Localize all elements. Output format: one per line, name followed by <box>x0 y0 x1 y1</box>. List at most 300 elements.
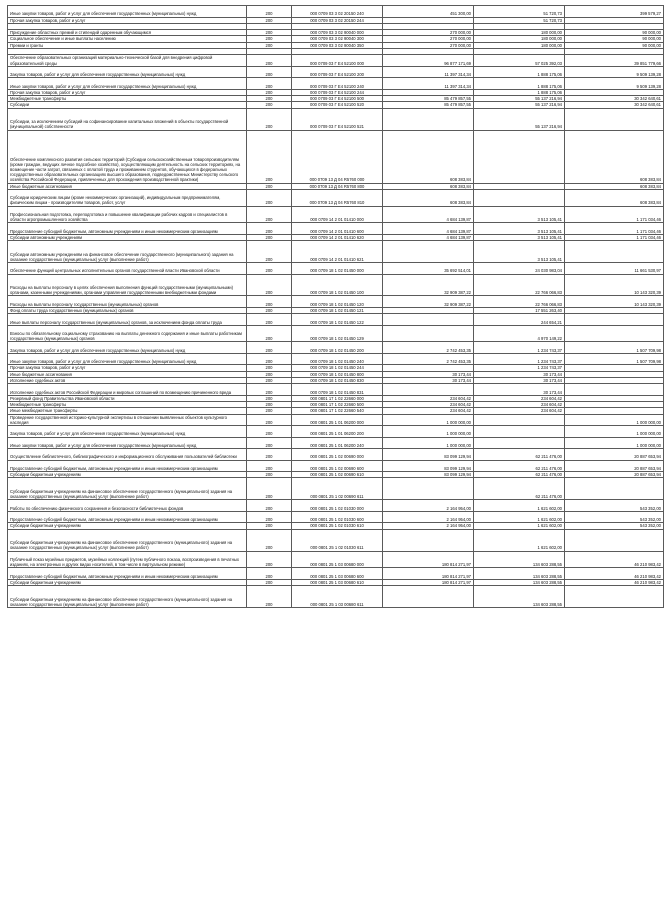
row-executed-cell: 3 513 105,41 <box>474 206 565 223</box>
row-admin-code-cell: 200 <box>247 307 292 313</box>
row-budget-code-cell: 000 0709 03 Г Е4 52100 240 <box>292 78 383 90</box>
row-budget-code-cell: 000 0709 14 2 01 01410 621 <box>292 241 383 263</box>
table-row <box>8 66 664 78</box>
row-executed-cell: 4 970 149,22 <box>474 325 565 342</box>
row-name-cell: Предоставление субсидий бюджетным, автономным учреждениям и иным некоммерческим организациям <box>8 460 247 472</box>
row-approved-cell: 608 383,84 <box>383 183 474 189</box>
row-approved-cell: 451 300,00 <box>383 6 474 18</box>
row-remaining-cell: 543 352,00 <box>565 523 664 529</box>
row-remaining-cell: 30 342 640,61 <box>565 96 664 102</box>
row-name-cell: Субсидии автономным учреждениям на финансовое обеспечение государственного (муниципального) задания на оказание государственных (муниципальных) услуг (выполнение работ) <box>8 241 247 263</box>
table-row <box>8 478 664 500</box>
row-admin-code-cell: 200 <box>247 66 292 78</box>
row-approved-cell: 234 604,42 <box>383 408 474 414</box>
row-executed-cell <box>474 130 565 183</box>
row-approved-cell: 4 684 139,87 <box>383 206 474 223</box>
row-approved-cell <box>383 325 474 342</box>
row-remaining-cell: 399 579,27 <box>565 6 664 18</box>
row-budget-code-cell: 000 0801 25 1 03 00680 611 <box>292 586 383 608</box>
row-remaining-cell <box>565 314 664 326</box>
row-remaining-cell: 9 509 139,28 <box>565 78 664 90</box>
row-budget-code-cell: 000 0709 18 1 02 01450 200 <box>292 342 383 354</box>
row-approved-cell: 180 814 271,97 <box>383 568 474 580</box>
row-admin-code-cell: 200 <box>247 189 292 206</box>
row-name-cell: Предоставление субсидий бюджетным, автономным учреждениям и иным некоммерческим организациям <box>8 568 247 580</box>
row-budget-code-cell: 000 0709 03 Г Е4 52100 500 <box>292 96 383 102</box>
row-executed-cell: 24 030 983,04 <box>474 263 565 275</box>
row-name-cell: Субсидии автономным учреждениям <box>8 234 247 240</box>
row-executed-cell: 51 720,73 <box>474 6 565 18</box>
row-executed-cell: 30 173,44 <box>474 384 565 396</box>
row-admin-code-cell: 200 <box>247 529 292 551</box>
row-admin-code-cell: 200 <box>247 472 292 478</box>
row-budget-code-cell: 000 0709 03 Г Е4 52100 000 <box>292 55 383 67</box>
row-budget-code-cell: 000 0801 25 1 02 00690 611 <box>292 478 383 500</box>
row-admin-code-cell: 200 <box>247 408 292 414</box>
row-name-cell: Прочая закупка товаров, работ и услуг <box>8 17 247 23</box>
row-executed-cell: 55 137 216,94 <box>474 108 565 130</box>
row-remaining-cell: 1 171 034,46 <box>565 223 664 235</box>
row-executed-cell: 180 000,00 <box>474 30 565 36</box>
row-remaining-cell <box>565 586 664 608</box>
row-name-cell: Исполнение судебных актов Российской Федерации и мировых соглашений по возмещению причиненного вреда <box>8 384 247 396</box>
row-budget-code-cell: 000 0801 17 1 02 22660 000 <box>292 395 383 401</box>
row-approved-cell: 30 173,44 <box>383 377 474 383</box>
table-row <box>8 586 664 608</box>
row-remaining-cell: 1 000 000,00 <box>565 414 664 426</box>
row-approved-cell: 2 164 954,00 <box>383 511 474 523</box>
row-budget-code-cell: 000 0709 03 3 02 20150 244 <box>292 17 383 23</box>
row-approved-cell <box>383 529 474 551</box>
row-admin-code-cell: 200 <box>247 234 292 240</box>
row-remaining-cell: 9 509 139,28 <box>565 66 664 78</box>
row-approved-cell: 270 000,00 <box>383 42 474 48</box>
row-executed-cell: 1 621 602,00 <box>474 529 565 551</box>
row-remaining-cell <box>565 241 664 263</box>
row-approved-cell: 2 742 453,35 <box>383 342 474 354</box>
row-name-cell: Субсидии бюджетным учреждениям <box>8 579 247 585</box>
row-name-cell: Присуждение областных премий и стипендий одаренным обучающимся <box>8 30 247 36</box>
row-admin-code-cell: 200 <box>247 36 292 42</box>
row-executed-cell: 3 513 105,41 <box>474 223 565 235</box>
table-row <box>8 189 664 206</box>
row-executed-cell <box>474 414 565 426</box>
row-remaining-cell: 46 210 983,42 <box>565 551 664 568</box>
row-name-cell: Публичный показ музейных предметов, музейных коллекций (путем публичного показа, воспроизведения в печатных изданиях, на электронных и других видах носителей, в том числе в виртуальном режиме) <box>8 551 247 568</box>
row-admin-code-cell: 200 <box>247 371 292 377</box>
row-budget-code-cell: 000 0801 17 1 02 22660 500 <box>292 402 383 408</box>
row-executed-cell: 234 604,42 <box>474 395 565 401</box>
row-executed-cell: 234 604,42 <box>474 402 565 408</box>
row-budget-code-cell: 000 0709 18 1 02 01450 800 <box>292 371 383 377</box>
row-name-cell: Иные закупки товаров, работ и услуг для обеспечения государственных (муниципальных) нужд <box>8 6 247 18</box>
row-approved-cell <box>383 108 474 130</box>
row-approved-cell: 85 479 857,55 <box>383 96 474 102</box>
row-approved-cell: 32 909 387,22 <box>383 296 474 308</box>
row-executed-cell: 134 603 288,55 <box>474 586 565 608</box>
row-approved-cell: 234 604,42 <box>383 395 474 401</box>
row-executed-cell: 51 720,73 <box>474 17 565 23</box>
row-name-cell: Закупка товаров, работ и услуг для обеспечения государственных (муниципальных) нужд <box>8 342 247 354</box>
table-row <box>8 426 664 438</box>
row-name-cell: Субсидии юридическим лицам (кроме некоммерческих организаций), индивидуальным предпринимателям, физическим лицам - производителям товаров, работ, услуг <box>8 189 247 206</box>
row-executed-cell: 55 137 216,94 <box>474 96 565 102</box>
row-admin-code-cell: 200 <box>247 108 292 130</box>
row-budget-code-cell: 000 0709 03 Г Е4 52100 520 <box>292 102 383 108</box>
row-approved-cell: 180 814 271,97 <box>383 579 474 585</box>
row-approved-cell <box>383 384 474 396</box>
row-executed-cell: 62 211 476,00 <box>474 478 565 500</box>
table-row <box>8 449 664 461</box>
row-remaining-cell: 543 352,00 <box>565 511 664 523</box>
row-budget-code-cell: 000 0801 25 1 03 00680 000 <box>292 551 383 568</box>
row-executed-cell: 62 211 476,00 <box>474 472 565 478</box>
row-budget-code-cell: 000 0801 25 1 02 01030 611 <box>292 529 383 551</box>
row-admin-code-cell: 200 <box>247 500 292 512</box>
row-budget-code-cell: 000 0709 18 1 02 01450 244 <box>292 365 383 371</box>
row-executed-cell: 1 234 743,37 <box>474 365 565 371</box>
row-executed-cell: 57 025 392,03 <box>474 55 565 67</box>
table-row <box>8 78 664 90</box>
table-row <box>8 55 664 67</box>
row-remaining-cell: 1 507 709,98 <box>565 353 664 365</box>
table-row <box>8 206 664 223</box>
table-row <box>8 384 664 396</box>
table-row <box>8 130 664 183</box>
row-name-cell: Взносы по обязательному социальному страхованию на выплаты денежного содержания и иные выплаты работникам государственных (муниципальных) органов <box>8 325 247 342</box>
row-name-cell: Работы по обеспечению физического сохранения и безопасности библиотечных фондов <box>8 500 247 512</box>
row-executed-cell <box>474 189 565 206</box>
row-executed-cell: 30 173,44 <box>474 377 565 383</box>
row-name-cell: Премии и гранты <box>8 42 247 48</box>
row-admin-code-cell: 200 <box>247 96 292 102</box>
row-remaining-cell: 11 661 530,97 <box>565 263 664 275</box>
row-name-cell: Прочая закупка товаров, работ и услуг <box>8 365 247 371</box>
row-name-cell: Обеспечение функций центральных исполнительных органов государственной власти Ивановской области <box>8 263 247 275</box>
table-row <box>8 500 664 512</box>
row-budget-code-cell: 000 0801 25 1 01 06200 000 <box>292 414 383 426</box>
row-name-cell: Субсидии бюджетным учреждениям <box>8 472 247 478</box>
table-row <box>8 108 664 130</box>
row-budget-code-cell: 000 0709 18 1 02 01450 000 <box>292 263 383 275</box>
row-executed-cell: 1 621 602,00 <box>474 523 565 529</box>
row-executed-cell: 1 621 602,00 <box>474 500 565 512</box>
row-approved-cell <box>383 241 474 263</box>
row-name-cell: Иные закупки товаров, работ и услуг для обеспечения государственных (муниципальных) нужд <box>8 78 247 90</box>
row-executed-cell: 62 211 476,00 <box>474 449 565 461</box>
row-approved-cell: 83 099 129,94 <box>383 460 474 472</box>
row-name-cell: Иные межбюджетные трансферты <box>8 408 247 414</box>
row-admin-code-cell: 200 <box>247 478 292 500</box>
row-approved-cell: 1 000 000,00 <box>383 414 474 426</box>
row-admin-code-cell: 200 <box>247 314 292 326</box>
row-approved-cell: 11 397 314,34 <box>383 78 474 90</box>
row-name-cell: Субсидии бюджетным учреждениям на финансовое обеспечение государственного (муниципального) задания на оказание государственных (муниципальных) услуг (выполнение работ) <box>8 529 247 551</box>
row-remaining-cell: 1 507 709,98 <box>565 342 664 354</box>
row-budget-code-cell: 000 0801 25 1 01 06200 240 <box>292 437 383 449</box>
table-row <box>8 460 664 472</box>
row-approved-cell <box>383 314 474 326</box>
row-remaining-cell: 30 342 640,61 <box>565 102 664 108</box>
table-row <box>8 414 664 426</box>
row-executed-cell: 3 513 105,41 <box>474 241 565 263</box>
row-executed-cell <box>474 426 565 438</box>
row-budget-code-cell: 000 0709 14 2 01 01410 000 <box>292 206 383 223</box>
row-executed-cell: 62 211 476,00 <box>474 460 565 472</box>
row-name-cell: Социальное обеспечение и иные выплаты населению <box>8 36 247 42</box>
row-name-cell: Субсидии <box>8 102 247 108</box>
row-remaining-cell: 20 887 653,94 <box>565 472 664 478</box>
row-name-cell: Закупка товаров, работ и услуг для обеспечения государственных (муниципальных) нужд <box>8 426 247 438</box>
row-admin-code-cell: 200 <box>247 78 292 90</box>
row-approved-cell <box>383 478 474 500</box>
row-budget-code-cell: 000 0709 03 3 02 90040 300 <box>292 36 383 42</box>
row-admin-code-cell: 200 <box>247 414 292 426</box>
row-approved-cell: 83 099 129,94 <box>383 472 474 478</box>
table-row <box>8 551 664 568</box>
row-remaining-cell: 10 143 320,39 <box>565 274 664 296</box>
row-executed-cell: 134 603 288,55 <box>474 568 565 580</box>
row-admin-code-cell: 200 <box>247 523 292 529</box>
row-budget-code-cell: 000 0709 18 1 02 01450 240 <box>292 353 383 365</box>
budget-execution-sheet <box>7 5 661 608</box>
row-remaining-cell: 1 171 034,46 <box>565 206 664 223</box>
row-executed-cell: 1 888 175,06 <box>474 78 565 90</box>
row-approved-cell: 30 173,44 <box>383 371 474 377</box>
row-name-cell: Фонд оплаты труда государственных (муниципальных) органов <box>8 307 247 313</box>
row-admin-code-cell: 200 <box>247 102 292 108</box>
row-budget-code-cell: 000 0709 03 3 02 90040 000 <box>292 30 383 36</box>
row-admin-code-cell: 200 <box>247 384 292 396</box>
row-admin-code-cell: 200 <box>247 30 292 36</box>
row-executed-cell: 17 551 263,40 <box>474 307 565 313</box>
row-name-cell: Обеспечение комплексного развития сельских территорий (Субсидии сельскохозяйственным товаропроизводителям (кроме граждан, ведущих личное подсобное хозяйство), осуществляющим деятельность на сельских территориях, на возмещение части затрат, связанных с оплатой труда и проживанием студентов, обучающихся в федеральных государственных образовательных организациях высшего образования, подведомственных Министерству сельского хозяйства Российской Федерации, привлеченных для прохождения производственной практики) <box>8 130 247 183</box>
row-name-cell: Расходы на выплаты персоналу в целях обеспечения выполнения функций государственными (муниципальными) органами, казенными учреждениями, органами управления государственными внебюджетными фондами <box>8 274 247 296</box>
row-budget-code-cell: 000 0801 25 1 03 00680 610 <box>292 579 383 585</box>
row-admin-code-cell: 200 <box>247 6 292 18</box>
row-name-cell: Субсидии бюджетным учреждениям на финансовое обеспечение государственного (муниципального) задания на оказание государственных (муниципальных) услуг (выполнение работ) <box>8 478 247 500</box>
row-budget-code-cell: 000 0801 25 1 02 00690 610 <box>292 472 383 478</box>
row-approved-cell: 1 000 000,00 <box>383 437 474 449</box>
row-approved-cell: 2 164 954,00 <box>383 523 474 529</box>
row-executed-cell: 1 621 602,00 <box>474 511 565 523</box>
row-executed-cell: 134 603 288,55 <box>474 551 565 568</box>
table-row <box>8 437 664 449</box>
row-approved-cell: 608 383,84 <box>383 130 474 183</box>
row-executed-cell: 244 654,21 <box>474 314 565 326</box>
row-budget-code-cell: 000 0709 18 1 02 01450 122 <box>292 314 383 326</box>
row-approved-cell: 96 877 171,69 <box>383 55 474 67</box>
row-remaining-cell <box>565 384 664 396</box>
row-name-cell: Расходы на выплаты персоналу государственных (муниципальных) органов <box>8 296 247 308</box>
row-remaining-cell: 10 143 320,39 <box>565 296 664 308</box>
row-name-cell: Межбюджетные трансферты <box>8 96 247 102</box>
row-executed-cell: 1 888 175,06 <box>474 89 565 95</box>
row-budget-code-cell: 000 0709 18 1 02 01450 121 <box>292 307 383 313</box>
row-approved-cell: 83 099 129,94 <box>383 449 474 461</box>
row-approved-cell: 85 479 857,55 <box>383 102 474 108</box>
row-remaining-cell: 46 210 983,42 <box>565 579 664 585</box>
table-row <box>8 241 664 263</box>
row-remaining-cell <box>565 478 664 500</box>
row-executed-cell: 1 234 743,37 <box>474 353 565 365</box>
row-admin-code-cell: 200 <box>247 551 292 568</box>
row-approved-cell: 4 684 139,87 <box>383 234 474 240</box>
row-approved-cell <box>383 586 474 608</box>
row-admin-code-cell: 200 <box>247 395 292 401</box>
row-admin-code-cell: 200 <box>247 55 292 67</box>
table-row <box>8 6 664 18</box>
row-budget-code-cell: 000 0801 25 1 02 00690 000 <box>292 449 383 461</box>
row-name-cell: Иные выплаты персоналу государственных (муниципальных) органов, за исключением фонда оплаты труда <box>8 314 247 326</box>
row-executed-cell: 134 603 288,55 <box>474 579 565 585</box>
row-remaining-cell: 1 000 000,00 <box>565 426 664 438</box>
row-budget-code-cell: 000 0801 25 1 02 01030 600 <box>292 511 383 523</box>
row-admin-code-cell: 200 <box>247 365 292 371</box>
row-budget-code-cell: 000 0709 03 Г Е4 52100 521 <box>292 108 383 130</box>
row-budget-code-cell: 000 0801 25 1 02 01030 610 <box>292 523 383 529</box>
row-remaining-cell: 608 383,84 <box>565 189 664 206</box>
table-row <box>8 296 664 308</box>
row-remaining-cell: 608 383,84 <box>565 130 664 183</box>
row-name-cell: Предоставление субсидий бюджетным, автономным учреждениям и иным некоммерческим организациям <box>8 511 247 523</box>
row-admin-code-cell: 200 <box>247 42 292 48</box>
row-budget-code-cell: 000 0709 18 1 02 01450 120 <box>292 296 383 308</box>
row-executed-cell: 30 173,44 <box>474 371 565 377</box>
row-admin-code-cell: 200 <box>247 183 292 189</box>
row-name-cell: Обеспечение образовательных организаций материально-технической базой для внедрения цифровой образовательной среды <box>8 55 247 67</box>
row-approved-cell: 180 814 271,97 <box>383 551 474 568</box>
row-admin-code-cell: 200 <box>247 342 292 354</box>
row-approved-cell: 4 684 139,87 <box>383 223 474 235</box>
row-budget-code-cell: 000 0709 13 Д 04 R5760 800 <box>292 183 383 189</box>
row-name-cell: Осуществление библиотечного, библиографического и информационного обслуживания пользователей библиотеки <box>8 449 247 461</box>
row-approved-cell: 2 164 954,00 <box>383 500 474 512</box>
row-budget-code-cell: 000 0709 18 1 02 01450 831 <box>292 384 383 396</box>
row-remaining-cell: 39 851 779,66 <box>565 55 664 67</box>
row-admin-code-cell: 200 <box>247 579 292 585</box>
row-name-cell: Профессиональная подготовка, переподготовка и повышение квалификации рабочих кадров и специалистов в области агропромышленного хозяйства <box>8 206 247 223</box>
row-approved-cell: 11 397 314,34 <box>383 66 474 78</box>
row-admin-code-cell: 200 <box>247 437 292 449</box>
row-executed-cell: 22 766 066,83 <box>474 296 565 308</box>
row-admin-code-cell: 200 <box>247 325 292 342</box>
row-name-cell: Иные закупки товаров, работ и услуг для обеспечения государственных (муниципальных) нужд <box>8 437 247 449</box>
row-remaining-cell: 46 210 983,42 <box>565 568 664 580</box>
row-admin-code-cell: 200 <box>247 426 292 438</box>
row-executed-cell: 55 137 216,94 <box>474 102 565 108</box>
row-budget-code-cell: 000 0709 14 2 01 01410 620 <box>292 234 383 240</box>
row-remaining-cell: 90 000,00 <box>565 42 664 48</box>
row-budget-code-cell: 000 0709 13 Д 04 R5760 810 <box>292 189 383 206</box>
row-name-cell: Исполнение судебных актов <box>8 377 247 383</box>
row-admin-code-cell: 200 <box>247 263 292 275</box>
row-budget-code-cell: 000 0709 03 Г Е4 52100 244 <box>292 89 383 95</box>
row-name-cell: Межбюджетные трансферты <box>8 402 247 408</box>
row-approved-cell: 2 742 453,35 <box>383 353 474 365</box>
row-admin-code-cell: 200 <box>247 586 292 608</box>
row-name-cell: Предоставление субсидий бюджетным, автономным учреждениям и иным некоммерческим организациям <box>8 223 247 235</box>
row-name-cell: Иные бюджетные ассигнования <box>8 183 247 189</box>
row-admin-code-cell: 200 <box>247 223 292 235</box>
row-executed-cell: 22 766 066,83 <box>474 274 565 296</box>
row-remaining-cell: 20 887 653,94 <box>565 460 664 472</box>
row-budget-code-cell: 000 0709 03 Г Е4 52100 200 <box>292 66 383 78</box>
row-budget-code-cell: 000 0709 03 3 02 20150 240 <box>292 6 383 18</box>
table-row <box>8 274 664 296</box>
table-row <box>8 342 664 354</box>
row-approved-cell: 32 909 387,22 <box>383 274 474 296</box>
row-admin-code-cell: 200 <box>247 274 292 296</box>
row-admin-code-cell: 200 <box>247 460 292 472</box>
table-row <box>8 511 664 523</box>
row-approved-cell: 608 383,84 <box>383 189 474 206</box>
row-admin-code-cell: 200 <box>247 206 292 223</box>
table-row <box>8 223 664 235</box>
row-admin-code-cell: 200 <box>247 402 292 408</box>
row-name-cell: Иные закупки товаров, работ и услуг для обеспечения государственных (муниципальных) нужд <box>8 353 247 365</box>
row-budget-code-cell: 000 0801 25 1 03 00680 600 <box>292 568 383 580</box>
row-remaining-cell <box>565 108 664 130</box>
row-admin-code-cell: 200 <box>247 449 292 461</box>
row-remaining-cell <box>565 325 664 342</box>
row-executed-cell: 1 888 175,06 <box>474 66 565 78</box>
row-name-cell: Прочая закупка товаров, работ и услуг <box>8 89 247 95</box>
row-budget-code-cell: 000 0801 25 1 02 01030 000 <box>292 500 383 512</box>
row-remaining-cell: 1 171 034,46 <box>565 234 664 240</box>
row-remaining-cell: 90 000,00 <box>565 36 664 42</box>
row-approved-cell: 1 000 000,00 <box>383 426 474 438</box>
row-admin-code-cell: 200 <box>247 353 292 365</box>
table-row <box>8 314 664 326</box>
row-executed-cell: 180 000,00 <box>474 36 565 42</box>
row-admin-code-cell: 200 <box>247 511 292 523</box>
row-name-cell: Резервный фонд Правительства Ивановской области <box>8 395 247 401</box>
row-budget-code-cell: 000 0709 14 2 01 01410 600 <box>292 223 383 235</box>
row-remaining-cell <box>565 529 664 551</box>
row-remaining-cell: 20 887 653,94 <box>565 449 664 461</box>
row-admin-code-cell: 200 <box>247 568 292 580</box>
row-admin-code-cell: 200 <box>247 296 292 308</box>
row-name-cell: Субсидии, за исключением субсидий на софинансирование капитальных вложений в объекты государственной (муниципальной) собственности <box>8 108 247 130</box>
row-budget-code-cell: 000 0709 13 Д 04 R5760 000 <box>292 130 383 183</box>
row-approved-cell: 270 000,00 <box>383 36 474 42</box>
table-row <box>8 263 664 275</box>
table-row <box>8 325 664 342</box>
row-admin-code-cell: 200 <box>247 377 292 383</box>
row-approved-cell: 270 000,00 <box>383 30 474 36</box>
row-approved-cell: 35 692 514,01 <box>383 263 474 275</box>
row-admin-code-cell: 200 <box>247 89 292 95</box>
row-budget-code-cell: 000 0801 17 1 02 22660 540 <box>292 408 383 414</box>
row-admin-code-cell: 200 <box>247 130 292 183</box>
row-name-cell: Субсидии бюджетным учреждениям на финансовое обеспечение государственного (муниципального) задания на оказание государственных (муниципальных) услуг (выполнение работ) <box>8 586 247 608</box>
row-name-cell: Субсидии бюджетным учреждениям <box>8 523 247 529</box>
table-body <box>8 6 664 608</box>
row-budget-code-cell: 000 0801 25 1 02 00690 600 <box>292 460 383 472</box>
row-budget-code-cell: 000 0709 03 3 02 90040 350 <box>292 42 383 48</box>
row-name-cell: Проведение государственной историко-культурной экспертизы в отношении выявленных объектов культурного наследия <box>8 414 247 426</box>
row-admin-code-cell: 200 <box>247 17 292 23</box>
row-budget-code-cell: 000 0709 18 1 02 01450 100 <box>292 274 383 296</box>
row-executed-cell: 1 234 743,37 <box>474 342 565 354</box>
row-executed-cell: 3 513 105,41 <box>474 234 565 240</box>
table-row <box>8 353 664 365</box>
row-executed-cell <box>474 437 565 449</box>
row-remaining-cell: 90 000,00 <box>565 30 664 36</box>
row-remaining-cell: 543 352,00 <box>565 500 664 512</box>
row-admin-code-cell: 200 <box>247 241 292 263</box>
